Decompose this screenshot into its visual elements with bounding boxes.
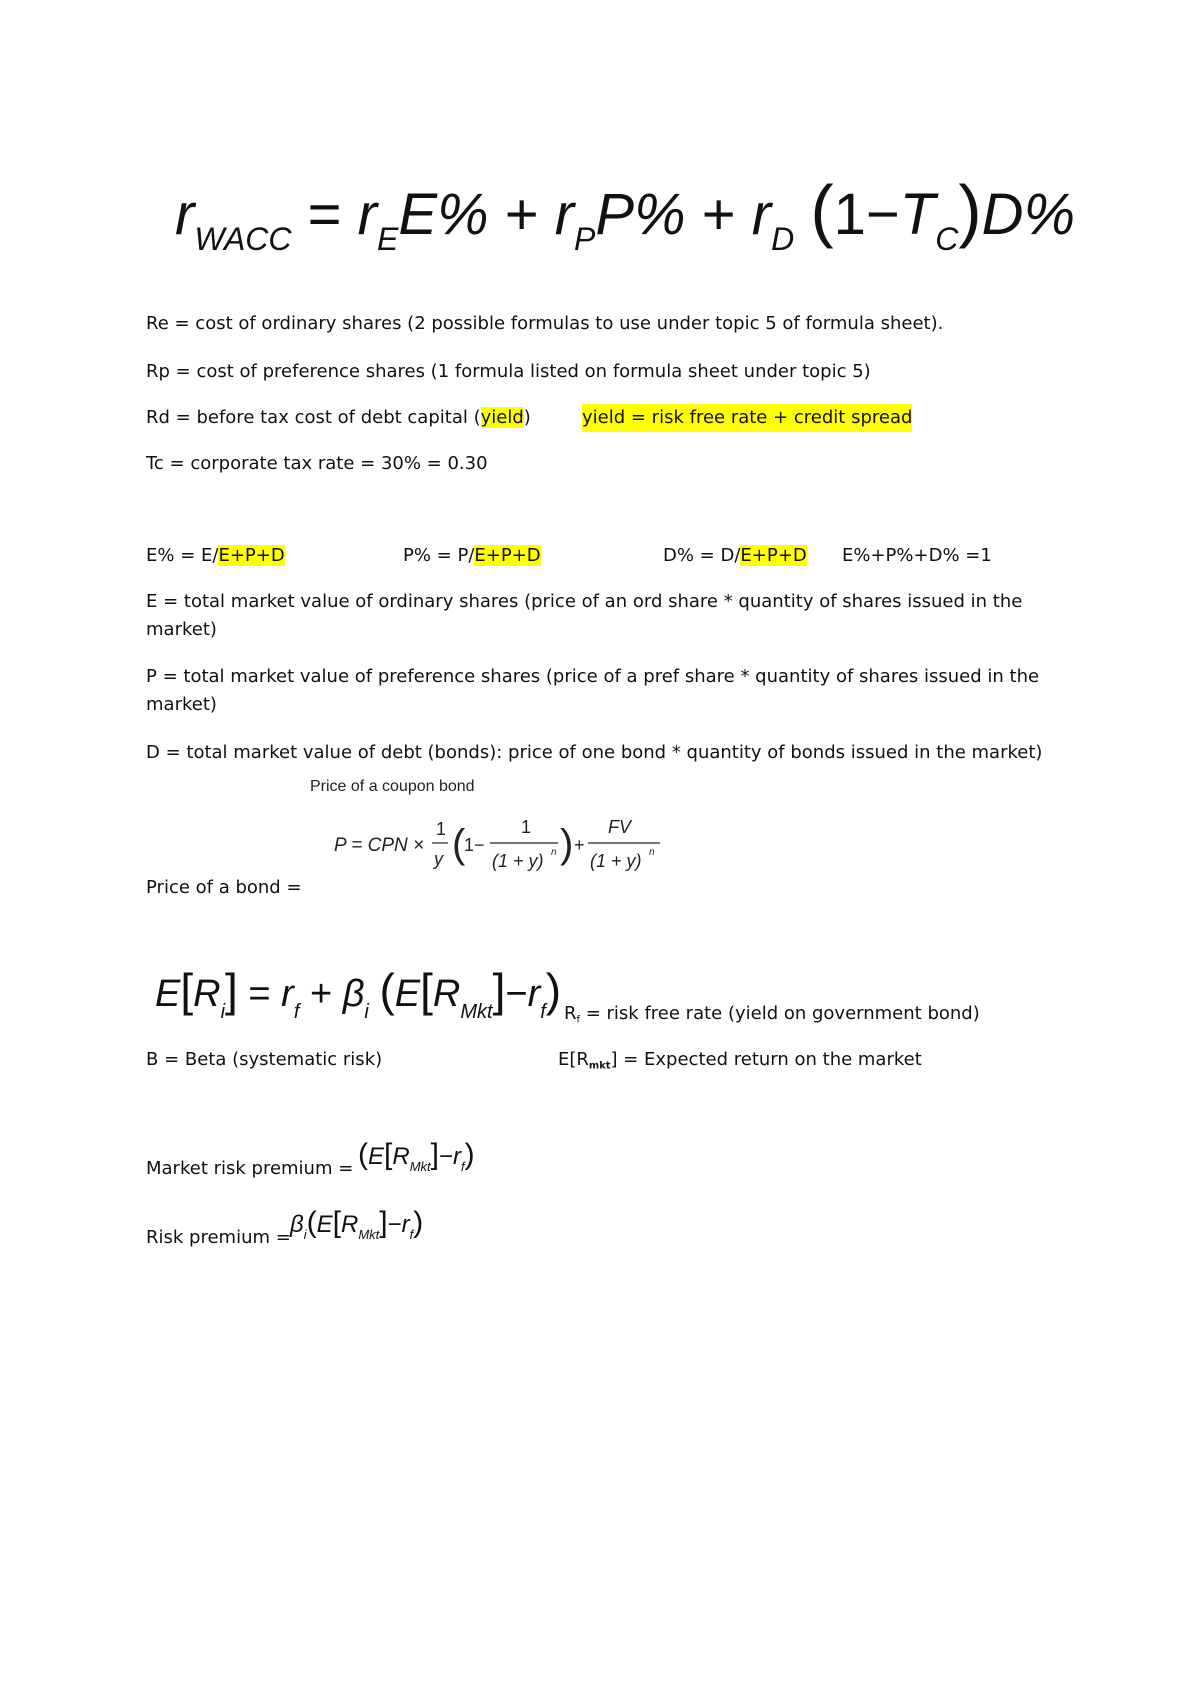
risk-premium-label: Risk premium = <box>146 1227 291 1248</box>
market-risk-premium-formula: $(E[R_{Mkt}]-r_f)$ <box>358 1138 475 1174</box>
e-percent: E% = E/E+P+D <box>146 545 285 566</box>
svg-text:FV: FV <box>608 817 632 837</box>
rd-definition: Rd = before tax cost of debt capital (yield) <box>146 407 531 428</box>
market-risk-premium-label: Market risk premium = <box>146 1158 354 1179</box>
svg-text:+: + <box>574 835 585 855</box>
svg-text:(: ( <box>452 822 466 866</box>
risk-premium-formula: $\beta_i(E[R_{Mkt}]-r_f)$ <box>290 1206 424 1242</box>
e-definition: E = total market value of ordinary shares (price of an ord share * quantity of shares issued in the market) <box>146 591 1023 640</box>
rp-definition: Rp = cost of preference shares (1 formula listed on formula sheet under topic 5) <box>146 361 871 382</box>
svg-text:n: n <box>551 847 557 858</box>
svg-text:(1 + y): (1 + y) <box>492 851 544 871</box>
percent-total: E%+P%+D% =1 <box>842 545 992 566</box>
svg-text:(1 + y): (1 + y) <box>590 851 642 871</box>
bond-price-formula <box>330 805 670 885</box>
bond-formula-title: Price of a coupon bond <box>310 778 475 795</box>
svg-text:1: 1 <box>521 817 532 837</box>
svg-text:P = CPN ×: P = CPN × <box>334 835 425 856</box>
capm-formula: $E[R_i] = r_f + \beta_i$ $(E[R_{Mkt}]-r_f)$ <box>155 964 562 1023</box>
svg-text:1: 1 <box>436 819 447 839</box>
re-definition: Re = cost of ordinary shares (2 possible formulas to use under topic 5 of formula sheet). <box>146 313 944 334</box>
svg-text:y: y <box>434 849 443 869</box>
p-percent: P% = P/E+P+D <box>403 545 541 566</box>
svg-text:1−: 1− <box>464 835 485 855</box>
tc-definition: Tc = corporate tax rate = 30% = 0.30 <box>146 453 488 474</box>
yield-highlight: yield <box>480 407 524 428</box>
d-definition: D = total market value of debt (bonds): price of one bond * quantity of bonds issued in the market) <box>146 742 1043 763</box>
wacc-formula: $r_{WACC} = r_EE\% + r_PP\% + r_D$ $(1-T_C)D\%$ <box>175 171 1076 257</box>
beta-definition: B = Beta (systematic risk) <box>146 1049 383 1070</box>
bond-price-label: Price of a bond = <box>146 877 302 898</box>
d-percent: D% = D/E+P+D <box>663 545 807 566</box>
svg-text:): ) <box>560 822 574 866</box>
p-definition: P = total market value of preference shares (price of a pref share * quantity of shares issued in the market) <box>146 666 1040 715</box>
svg-text:n: n <box>649 847 655 858</box>
yield-definition: yield = risk free rate + credit spread <box>582 404 912 432</box>
rf-definition: $R_f$ = risk free rate (yield on government bond) <box>564 1003 980 1026</box>
expected-market-return-definition: $E[R_{mkt}]$ = Expected return on the market <box>558 1049 922 1072</box>
